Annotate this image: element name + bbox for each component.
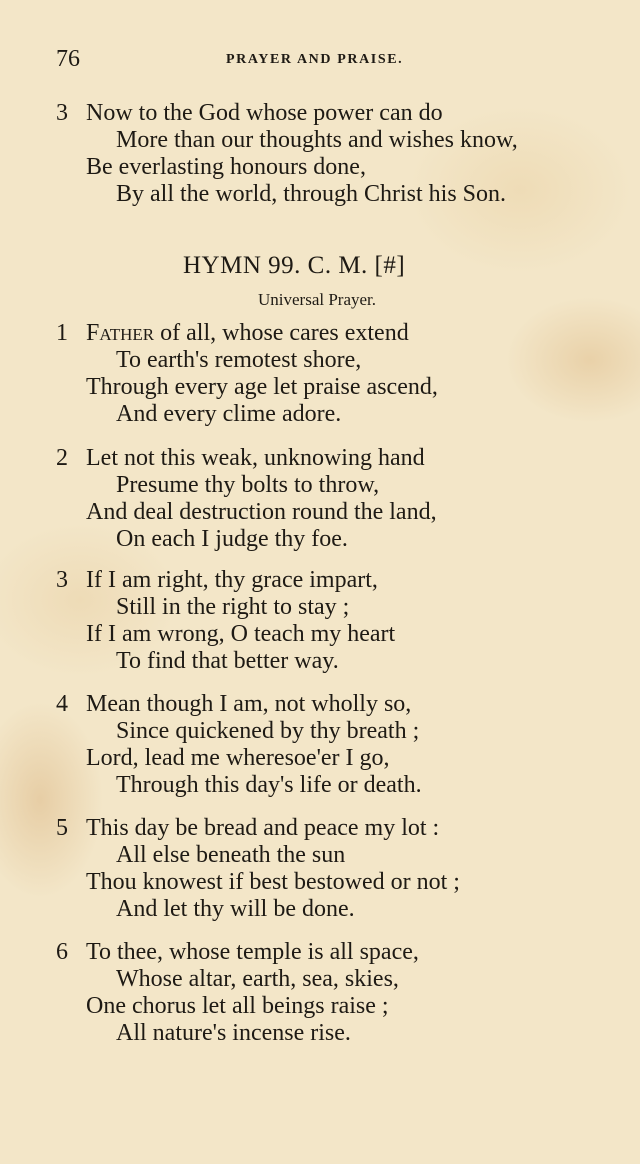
stanza-line: Since quickened by thy breath ; bbox=[116, 718, 420, 744]
stanza-number: 3 bbox=[56, 100, 68, 126]
stanza-line: And deal destruction round the land, bbox=[86, 499, 437, 525]
stanza-number: 4 bbox=[56, 691, 68, 717]
stanza-number: 6 bbox=[56, 939, 68, 965]
stanza-line: To find that better way. bbox=[116, 648, 339, 674]
stanza-6 bbox=[56, 939, 596, 1047]
stanza-line: Through this day's life or death. bbox=[116, 772, 422, 798]
stanza-line: To earth's remotest shore, bbox=[116, 347, 362, 373]
stanza-line: And every clime adore. bbox=[116, 401, 342, 427]
stanza-number: 1 bbox=[56, 320, 68, 346]
stanza-number: 2 bbox=[56, 445, 68, 471]
stanza-line: 2 Let not this weak, unknowing hand bbox=[56, 445, 425, 471]
stanza-line: 3 Now to the God whose power can do bbox=[56, 100, 443, 126]
hymn-subtitle: Universal Prayer. bbox=[258, 290, 377, 309]
stanza-3 bbox=[56, 567, 596, 675]
stanza-line: 4 Mean though I am, not wholly so, bbox=[56, 691, 412, 717]
stanza-1 bbox=[56, 320, 596, 428]
stanza-line: One chorus let all beings raise ; bbox=[86, 993, 389, 1019]
running-head: PRAYER AND PRAISE. bbox=[226, 52, 404, 67]
stanza-line: 1 Father of all, whose cares extend bbox=[56, 320, 409, 346]
stanza-line: And let thy will be done. bbox=[116, 896, 355, 922]
stanza-4 bbox=[56, 691, 596, 799]
stanza-5 bbox=[56, 815, 596, 923]
stanza-line: On each I judge thy foe. bbox=[116, 526, 348, 552]
page-header bbox=[56, 46, 584, 76]
stanza-line: All nature's incense rise. bbox=[116, 1020, 351, 1046]
stanza-line: 3 If I am right, thy grace impart, bbox=[56, 567, 378, 593]
stanza-number: 3 bbox=[56, 567, 68, 593]
hymn-title: HYMN 99. C. M. [#] bbox=[183, 252, 406, 279]
stanza-line: Whose altar, earth, sea, skies, bbox=[116, 966, 399, 992]
stanza-line: Still in the right to stay ; bbox=[116, 594, 350, 620]
page-number: 76 bbox=[56, 46, 80, 72]
stanza-line: Presume thy bolts to throw, bbox=[116, 472, 380, 498]
stanza-number: 5 bbox=[56, 815, 68, 841]
stanza-line: Through every age let praise ascend, bbox=[86, 374, 438, 400]
stanza-line: By all the world, through Christ his Son. bbox=[116, 181, 506, 207]
prev-hymn-stanza-3 bbox=[56, 100, 596, 208]
stanza-line: 6 To thee, whose temple is all space, bbox=[56, 939, 419, 965]
stanza-line: 5 This day be bread and peace my lot : bbox=[56, 815, 440, 841]
stanza-line: Thou knowest if best bestowed or not ; bbox=[86, 869, 460, 895]
stanza-line: All else beneath the sun bbox=[116, 842, 346, 868]
stanza-line: Be everlasting honours done, bbox=[86, 154, 366, 180]
stanza-line: More than our thoughts and wishes know, bbox=[116, 127, 518, 153]
stanza-line: Lord, lead me wheresoe'er I go, bbox=[86, 745, 390, 771]
stanza-2 bbox=[56, 445, 596, 553]
stanza-line: If I am wrong, O teach my heart bbox=[86, 621, 396, 647]
first-word: Father bbox=[86, 320, 155, 346]
